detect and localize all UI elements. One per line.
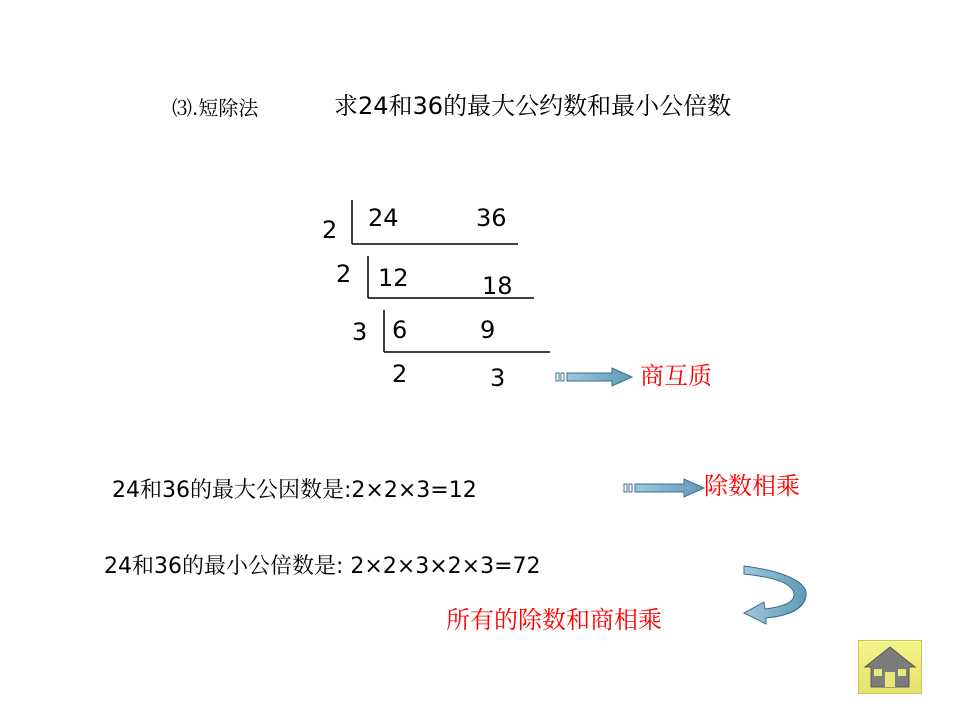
quotient-a: 2 — [392, 360, 408, 388]
gcd-result: 24和36的最大公因数是:2×2×3=12 — [112, 478, 477, 503]
dividend-b-1: 36 — [476, 204, 507, 232]
divisor-2: 2 — [336, 260, 352, 288]
method-label: ⑶.短除法 — [172, 96, 259, 120]
division-bracket-3 — [384, 310, 550, 352]
dividend-b-3: 9 — [480, 316, 496, 344]
division-bracket-2 — [368, 256, 534, 298]
dividend-a-1: 24 — [368, 204, 399, 232]
division-bracket-1 — [352, 200, 518, 244]
arrow-right-icon-2 — [624, 479, 704, 497]
divisor-1: 2 — [322, 216, 338, 244]
note-multiply-divisors: 除数相乘 — [704, 472, 800, 500]
arrow-right-icon — [556, 368, 632, 386]
curved-arrow-icon — [744, 566, 806, 624]
dividend-a-2: 12 — [378, 264, 409, 292]
dividend-b-2: 18 — [482, 272, 513, 300]
quotient-b: 3 — [490, 364, 506, 392]
home-icon — [859, 641, 921, 693]
note-multiply-all: 所有的除数和商相乘 — [446, 606, 662, 634]
note-coprime: 商互质 — [640, 362, 712, 390]
lcm-result: 24和36的最小公倍数是: 2×2×3×2×3=72 — [104, 554, 541, 579]
home-button[interactable] — [858, 640, 922, 694]
dividend-a-3: 6 — [392, 316, 408, 344]
divisor-3: 3 — [352, 318, 368, 346]
question-title: 求24和36的最大公约数和最小公倍数 — [334, 92, 732, 120]
